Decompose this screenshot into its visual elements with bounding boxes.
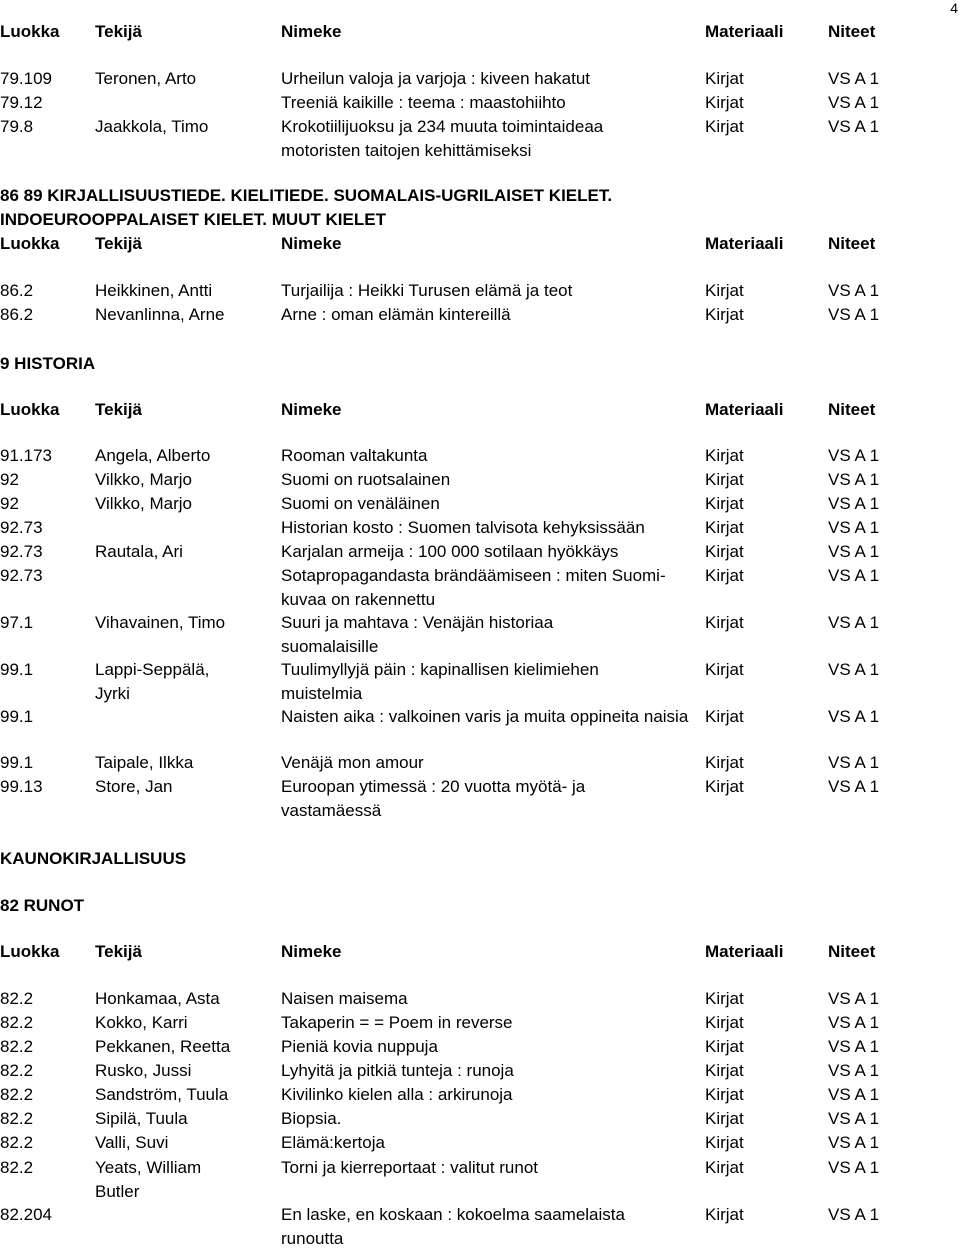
row-copies: VS A 1 bbox=[828, 446, 880, 465]
row-copies: VS A 1 bbox=[828, 1205, 880, 1224]
row-copies: VS A 1 bbox=[828, 281, 880, 300]
row-copies: VS A 1 bbox=[828, 613, 880, 632]
column-header-luokka: Luokka bbox=[0, 22, 60, 41]
row-title: Suomi on ruotsalainen bbox=[281, 470, 451, 489]
row-copies: VS A 1 bbox=[828, 707, 880, 726]
row-class: 92 bbox=[0, 494, 19, 513]
row-material: Kirjat bbox=[705, 707, 744, 726]
row-material: Kirjat bbox=[705, 542, 744, 561]
row-material: Kirjat bbox=[705, 660, 744, 679]
row-title: Arne : oman elämän kintereillä bbox=[281, 305, 511, 324]
row-material: Kirjat bbox=[705, 93, 744, 112]
row-copies: VS A 1 bbox=[828, 1061, 880, 1080]
row-title: Elämä:kertoja bbox=[281, 1133, 385, 1152]
row-material: Kirjat bbox=[705, 117, 744, 136]
section-heading: 9 HISTORIA bbox=[0, 354, 96, 373]
row-title: Venäjä mon amour bbox=[281, 753, 424, 772]
row-material: Kirjat bbox=[705, 470, 744, 489]
row-copies: VS A 1 bbox=[828, 1085, 880, 1104]
row-material: Kirjat bbox=[705, 1205, 744, 1224]
row-class: 86.2 bbox=[0, 281, 34, 300]
row-copies: VS A 1 bbox=[828, 777, 880, 796]
row-author: Jaakkola, Timo bbox=[95, 117, 209, 136]
row-class: 99.13 bbox=[0, 777, 43, 796]
column-header-materiaali: Materiaali bbox=[705, 400, 784, 419]
row-title: Euroopan ytimessä : 20 vuotta myötä- ja vastamäessä bbox=[281, 777, 586, 820]
row-copies: VS A 1 bbox=[828, 1158, 880, 1177]
section-heading: 86 89 KIRJALLISUUSTIEDE. KIELITIEDE. SUOMALAIS-UGRILAISET KIELET. INDOEUROOPPALAISET KIELET. MUUT KIELET bbox=[0, 186, 613, 229]
column-header-nimeke: Nimeke bbox=[281, 234, 342, 253]
column-header-tekija: Tekijä bbox=[95, 400, 142, 419]
row-title: Karjalan armeija : 100 000 sotilaan hyökkäys bbox=[281, 542, 619, 561]
row-author: Taipale, Ilkka bbox=[95, 753, 194, 772]
row-class: 92.73 bbox=[0, 566, 43, 585]
column-header-materiaali: Materiaali bbox=[705, 22, 784, 41]
row-material: Kirjat bbox=[705, 1133, 744, 1152]
row-author: Kokko, Karri bbox=[95, 1013, 188, 1032]
row-class: 82.2 bbox=[0, 989, 34, 1008]
row-author: Rusko, Jussi bbox=[95, 1061, 192, 1080]
row-class: 92.73 bbox=[0, 542, 43, 561]
row-copies: VS A 1 bbox=[828, 470, 880, 489]
row-title: En laske, en koskaan : kokoelma saamelaista runoutta bbox=[281, 1205, 625, 1248]
row-title: Rooman valtakunta bbox=[281, 446, 428, 465]
row-class: 99.1 bbox=[0, 660, 34, 679]
row-author: Honkamaa, Asta bbox=[95, 989, 220, 1008]
row-class: 97.1 bbox=[0, 613, 34, 632]
row-material: Kirjat bbox=[705, 1061, 744, 1080]
section-heading: KAUNOKIRJALLISUUS bbox=[0, 849, 187, 868]
row-copies: VS A 1 bbox=[828, 989, 880, 1008]
row-class: 82.2 bbox=[0, 1061, 34, 1080]
row-class: 92 bbox=[0, 470, 19, 489]
row-author: Lappi-Seppälä, Jyrki bbox=[95, 660, 210, 703]
row-title: Krokotiilijuoksu ja 234 muuta toimintaideaa motoristen taitojen kehittämiseksi bbox=[281, 117, 604, 160]
column-header-nimeke: Nimeke bbox=[281, 942, 342, 961]
row-copies: VS A 1 bbox=[828, 305, 880, 324]
row-class: 82.2 bbox=[0, 1085, 34, 1104]
row-author: Vilkko, Marjo bbox=[95, 494, 192, 513]
row-title: Naisten aika : valkoinen varis ja muita oppineita naisia bbox=[281, 707, 689, 726]
row-title: Biopsia. bbox=[281, 1109, 342, 1128]
column-header-nimeke: Nimeke bbox=[281, 22, 342, 41]
row-title: Treeniä kaikille : teema : maastohiihto bbox=[281, 93, 566, 112]
row-author: Pekkanen, Reetta bbox=[95, 1037, 231, 1056]
row-material: Kirjat bbox=[705, 281, 744, 300]
row-copies: VS A 1 bbox=[828, 69, 880, 88]
row-copies: VS A 1 bbox=[828, 1037, 880, 1056]
column-header-luokka: Luokka bbox=[0, 942, 60, 961]
column-header-nimeke: Nimeke bbox=[281, 400, 342, 419]
row-material: Kirjat bbox=[705, 1109, 744, 1128]
column-header-niteet: Niteet bbox=[828, 234, 876, 253]
row-copies: VS A 1 bbox=[828, 542, 880, 561]
column-header-tekija: Tekijä bbox=[95, 22, 142, 41]
row-material: Kirjat bbox=[705, 1013, 744, 1032]
column-header-materiaali: Materiaali bbox=[705, 234, 784, 253]
row-copies: VS A 1 bbox=[828, 93, 880, 112]
page-number: 4 bbox=[950, 0, 958, 16]
row-title: Turjailija : Heikki Turusen elämä ja teot bbox=[281, 281, 573, 300]
column-header-tekija: Tekijä bbox=[95, 942, 142, 961]
row-copies: VS A 1 bbox=[828, 1133, 880, 1152]
row-class: 82.2 bbox=[0, 1109, 34, 1128]
row-author: Rautala, Ari bbox=[95, 542, 183, 561]
row-author: Yeats, William Butler bbox=[95, 1158, 202, 1201]
row-class: 79.109 bbox=[0, 69, 52, 88]
row-title: Pieniä kovia nuppuja bbox=[281, 1037, 438, 1056]
row-class: 82.2 bbox=[0, 1013, 34, 1032]
row-author: Teronen, Arto bbox=[95, 69, 197, 88]
row-title: Tuulimyllyjä päin : kapinallisen kielimiehen muistelmia bbox=[281, 660, 599, 703]
row-class: 99.1 bbox=[0, 707, 34, 726]
row-title: Lyhyitä ja pitkiä tunteja : runoja bbox=[281, 1061, 514, 1080]
row-material: Kirjat bbox=[705, 305, 744, 324]
row-class: 86.2 bbox=[0, 305, 34, 324]
row-class: 82.204 bbox=[0, 1205, 52, 1224]
row-title: Naisen maisema bbox=[281, 989, 408, 1008]
row-material: Kirjat bbox=[705, 1037, 744, 1056]
row-author: Nevanlinna, Arne bbox=[95, 305, 225, 324]
row-copies: VS A 1 bbox=[828, 1109, 880, 1128]
row-title: Kivilinko kielen alla : arkirunoja bbox=[281, 1085, 513, 1104]
row-copies: VS A 1 bbox=[828, 753, 880, 772]
row-title: Torni ja kierreportaat : valitut runot bbox=[281, 1158, 539, 1177]
row-author: Vihavainen, Timo bbox=[95, 613, 226, 632]
column-header-niteet: Niteet bbox=[828, 22, 876, 41]
row-class: 79.8 bbox=[0, 117, 34, 136]
row-copies: VS A 1 bbox=[828, 117, 880, 136]
row-title: Historian kosto : Suomen talvisota kehyksissään bbox=[281, 518, 645, 537]
row-class: 79.12 bbox=[0, 93, 43, 112]
row-material: Kirjat bbox=[705, 753, 744, 772]
row-class: 92.73 bbox=[0, 518, 43, 537]
row-class: 82.2 bbox=[0, 1158, 34, 1177]
row-material: Kirjat bbox=[705, 516, 744, 540]
row-title: Suomi on venäläinen bbox=[281, 494, 440, 513]
row-copies: VS A 1 bbox=[828, 518, 880, 537]
row-author: Vilkko, Marjo bbox=[95, 470, 192, 489]
subsection-heading: 82 RUNOT bbox=[0, 896, 85, 915]
column-header-niteet: Niteet bbox=[828, 942, 876, 961]
column-header-tekija: Tekijä bbox=[95, 234, 142, 253]
row-material: Kirjat bbox=[705, 1085, 744, 1104]
row-title: Sotapropagandasta brändäämiseen : miten Suomi-kuvaa on rakennettu bbox=[281, 566, 666, 609]
row-material: Kirjat bbox=[705, 989, 744, 1008]
row-copies: VS A 1 bbox=[828, 660, 880, 679]
row-material: Kirjat bbox=[705, 1158, 744, 1177]
row-author: Angela, Alberto bbox=[95, 446, 211, 465]
row-material: Kirjat bbox=[705, 494, 744, 513]
row-copies: VS A 1 bbox=[828, 1013, 880, 1032]
row-title: Takaperin = = Poem in reverse bbox=[281, 1013, 513, 1032]
row-material: Kirjat bbox=[705, 566, 744, 585]
row-author: Store, Jan bbox=[95, 777, 173, 796]
column-header-luokka: Luokka bbox=[0, 400, 60, 419]
column-header-niteet: Niteet bbox=[828, 400, 876, 419]
column-header-materiaali: Materiaali bbox=[705, 942, 784, 961]
row-author: Sandström, Tuula bbox=[95, 1085, 229, 1104]
row-author: Heikkinen, Antti bbox=[95, 281, 213, 300]
row-title: Urheilun valoja ja varjoja : kiveen hakatut bbox=[281, 69, 591, 88]
row-material: Kirjat bbox=[705, 613, 744, 632]
row-author: Valli, Suvi bbox=[95, 1133, 169, 1152]
row-class: 82.2 bbox=[0, 1133, 34, 1152]
row-copies: VS A 1 bbox=[828, 494, 880, 513]
column-header-luokka: Luokka bbox=[0, 234, 60, 253]
row-material: Kirjat bbox=[705, 777, 744, 796]
row-author: Sipilä, Tuula bbox=[95, 1109, 188, 1128]
row-material: Kirjat bbox=[705, 69, 744, 88]
row-class: 82.2 bbox=[0, 1037, 34, 1056]
row-title: Suuri ja mahtava : Venäjän historiaa suomalaisille bbox=[281, 613, 554, 656]
row-class: 91.173 bbox=[0, 446, 52, 465]
row-material: Kirjat bbox=[705, 446, 744, 465]
row-class: 99.1 bbox=[0, 753, 34, 772]
row-copies: VS A 1 bbox=[828, 566, 880, 585]
